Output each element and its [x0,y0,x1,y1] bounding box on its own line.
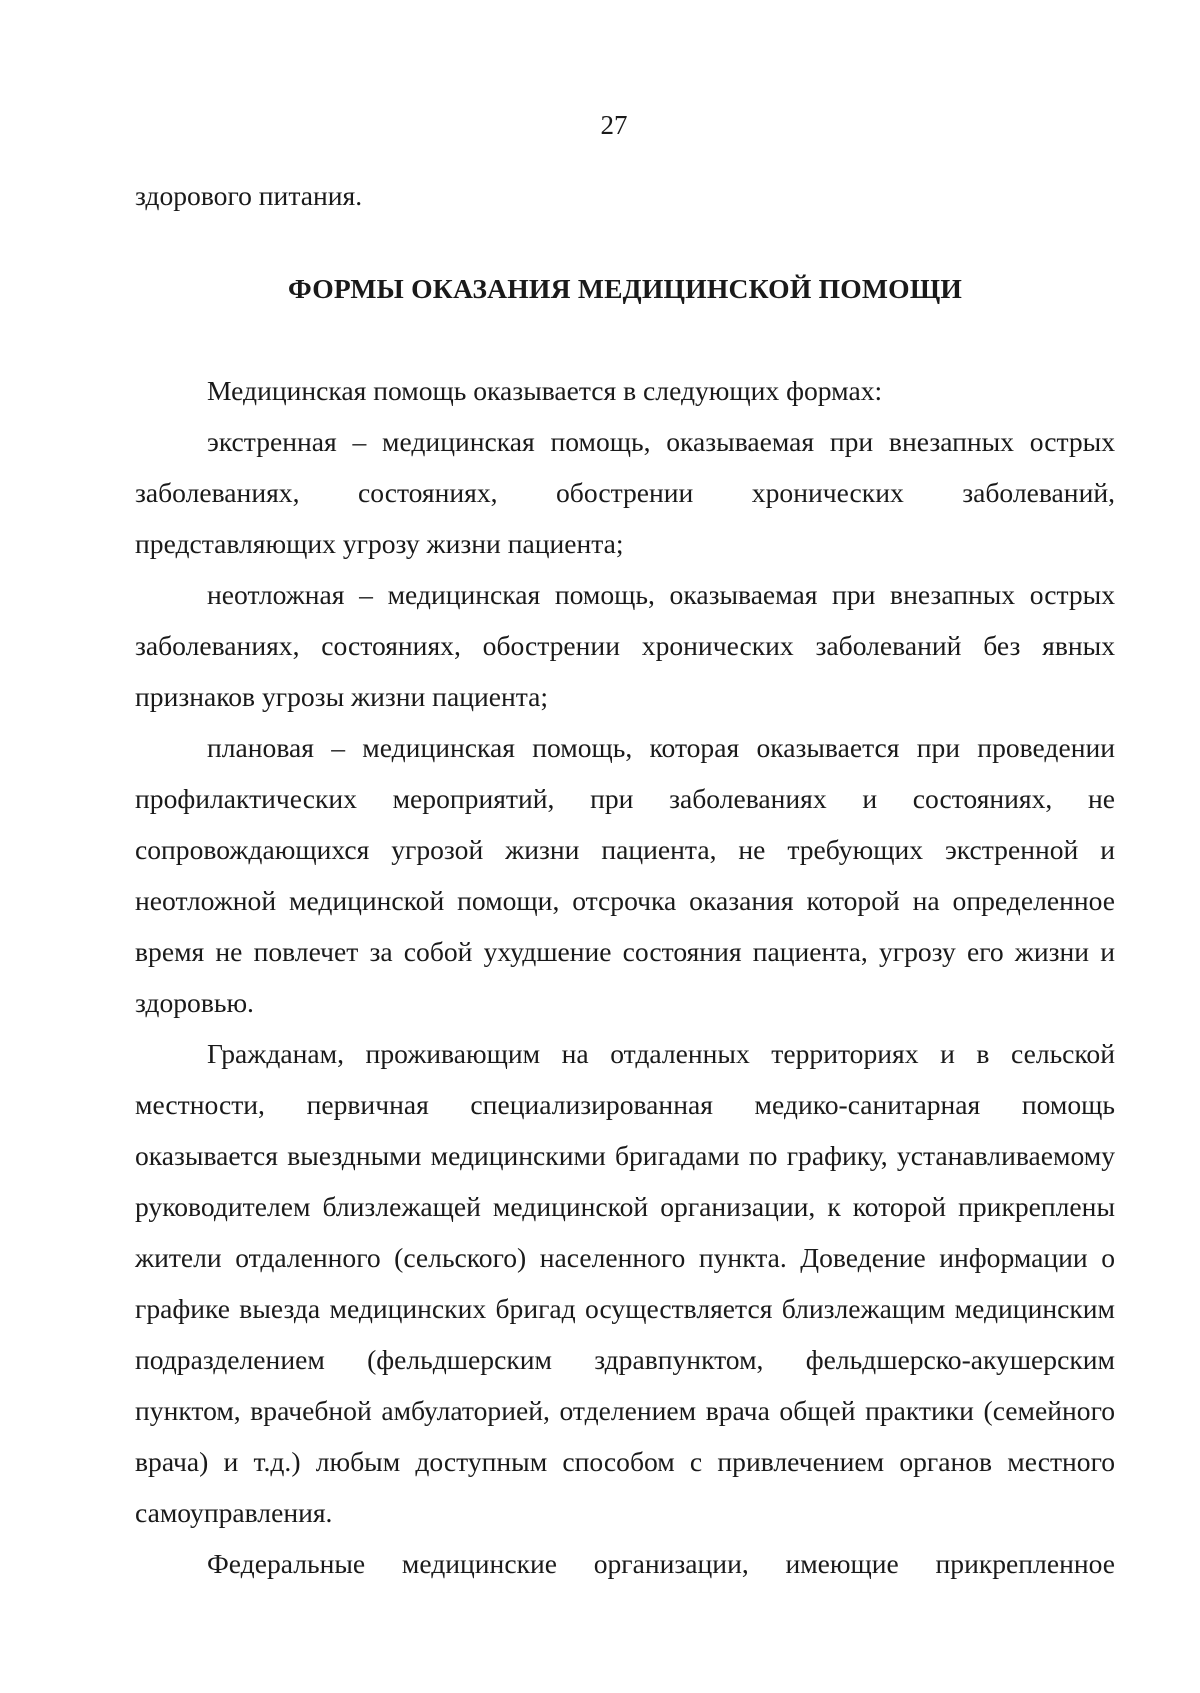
paragraph-urgent: неотложная – медицинская помощь, оказываемая при внезапных острых заболеваниях, состояниях, обострении хронических заболеваний без явных признаков угрозы жизни пациента; [135,579,1115,712]
paragraph-federal-orgs: Федеральные медицинские организации, имеющие прикрепленное [207,1548,1115,1579]
paragraph-intro: Медицинская помощь оказывается в следующих формах: [207,375,883,406]
paragraph-planned: плановая – медицинская помощь, которая оказывается при проведении профилактических мероприятий, при заболеваниях и состояниях, не сопровождающихся угрозой жизни пациента, не требующих экстренной и неотложной медицинской помощи, отсрочка оказания которой на определенное время не повлечет за собой ухудшение состояния пациента, угрозу его жизни и здоровью. [135,732,1115,1018]
paragraph-emergency: экстренная – медицинская помощь, оказываемая при внезапных острых заболеваниях, состояниях, обострении хронических заболеваний, представляющих угрозу жизни пациента; [135,426,1115,559]
continuation-text: здорового питания. [135,180,363,211]
document-body [135,170,1115,1589]
paragraph-rural-care: Гражданам, проживающим на отдаленных территориях и в сельской местности, первичная специализированная медико-санитарная помощь оказывается выездными медицинскими бригадами по графику, устанавливаемому руководителем близлежащей медицинской организации, к которой прикреплены жители отдаленного (сельского) населенного пункта. Доведение информации о графике выезда медицинских бригад осуществляется близлежащим медицинским подразделением (фельдшерским здравпунктом, фельдшерско-акушерским пунктом, врачебной амбулаторией, отделением врача общей практики (семейного врача) и т.д.) любым доступным способом с привлечением органов местного самоуправления. [135,1038,1115,1528]
section-title: ФОРМЫ ОКАЗАНИЯ МЕДИЦИНСКОЙ ПОМОЩИ [288,273,962,304]
page-number: 27 [600,110,628,140]
